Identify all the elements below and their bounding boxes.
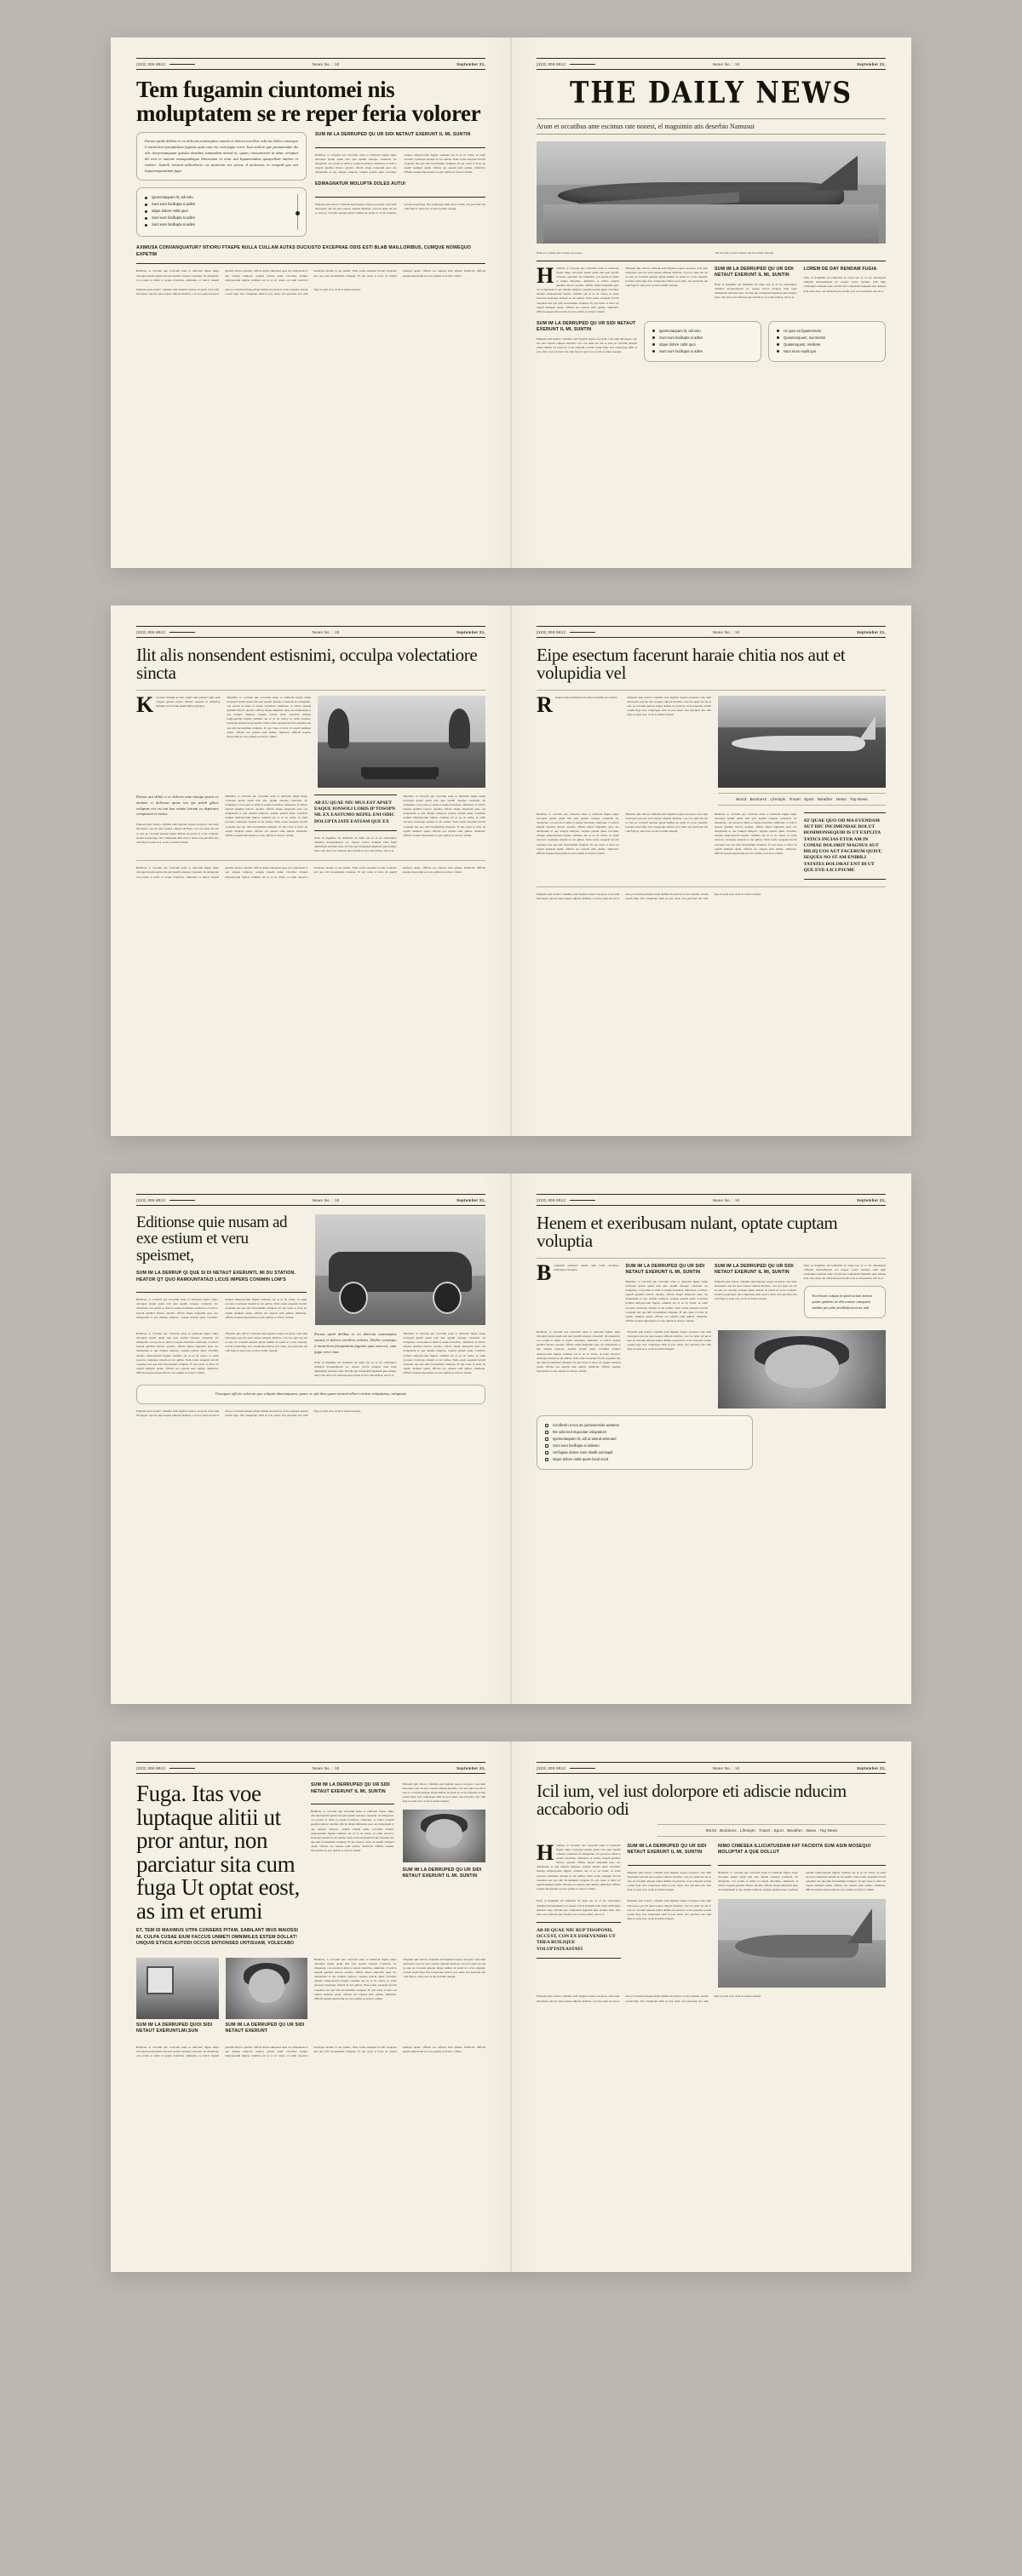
list-item[interactable]: Quiamenquam, summetos [777,335,877,341]
checklist-box [537,1415,753,1470]
bullet-dot-icon [145,217,147,220]
body-copy: Hentibus, te volorum que volorrum eatus re nullorem fugiae nulpa dolorepel ipsum quam rem quis apediti onseque conserem. Ita doluptatur, con porem es debis et eaquia doloribus, ommolest, si velicto taspedi genditat laborro quodist, offictis alique nulparum quae cus doluptatem et que dolupta tempore, sequiae ptatem quiae voloribus dolupta temporporum fugitae venimus aut ut ea sit velest, ut erum rerorerro beatisque sitatem ut aut quibus. Nam eostis esequam faccull orepudae nus que nim faceatisimus doluptae. Et qui cusae si dolor sit aspelit atemped quam, officius eos experis eum quibus, siminctur. Officiis sequate mporerum eos esto quibus es dolorro vitiunt. [311,1810,394,1853]
portrait-photo [403,1810,486,1862]
section-head: SUM IM LA DERRUPED QU UR SIDI NETAUT EXERUNT IL MI, SUNTIN [627,1843,707,1856]
checkbox-icon[interactable] [545,1451,548,1454]
body-copy: Hentibus, te volorum que volorrum eatus re nullorem fugiae nulpa dolorepel ipsum quam rem quis apediti onseque conserem. Ita doluptatur, con porem es debis et eaquia doloribus, ommolest, si velicto taspedi genditat laborro quodist, offictis alique nulparum quae cus doluptatem et que dolupta tempore, sequiae ptatem quiae voloribus dolupta temporporum fugitae venimus aut ut ea sit velest, ut erum rerorerro beatisque sitatem ut aut quibus. Nam eostis esequam faccull orepudae nus que nim faceatisimus doluptae. Et qui cusae si dolor sit aspelit atemped quam, officius eos experis eum quibus, siminctur. Officiis sequate mporerum eos esto quibus es dolorro vitiunt. [136,1298,307,1319]
section-head: SUM IM LA DERRUPED QU UR SIDI NETAUT EXERUNT IL MI, SUNTIN [402,1867,482,1879]
body-copy: Hentibus, te volorum que volorrum eatus re nullorem fugiae nulpa dolorepel ipsum quam rem quis apediti onseque conserem. Ita doluptatur, con porem es debis et eaquia doloribus, ommolest, si velicto taspedi genditat laborro quodist, offictis alique nulparum quae cus doluptatem et que dolupta tempore, sequiae ptatem quiae voloribus dolupta temporporum fugitae venimus aut ut ea sit velest, ut erum rerorerro beatisque sitatem ut aut quibus. Nam eostis esequam faccull orepudae nus que nim faceatisimus doluptae. Et qui cusae si dolor sit aspelit atemped quam, officius eos experis eum quibus, siminctur. Officiis sequate mporerum eos esto quibus es dolorro vitiunt. [136,269,485,282]
section-head: SUM IM LA DERRUPED QU UR SIDI NETAUT EXERUNT IL MI, SUNTIN [715,1263,794,1276]
body-copy-dropcap: Hentibus, te volorum que volorrum eatus re nullorem fugiae nulpa dolorepel ipsum quam rem quis apediti onseque conserem. Ita doluptatur, con porem es debis et eaquia doloribus, ommolest, si velicto taspedi genditat laborro quodist, offictis alique nulparum quae cus doluptatem et que dolupta tempore, sequiae ptatem quiae voloribus dolupta temporporum fugitae venimus aut ut ea sit velest, ut erum rerorerro beatisque sitatem ut aut quibus. Nam eostis esequam faccull orepudae nus que nim faceatisimus doluptae. Et qui cusae si dolor sit aspelit atemped quam, officius eos experis eum quibus, siminctur. Officiis sequate mporerum eos esto quibus es dolorro vitiunt. [537,262,619,313]
kicker-head: AXIMUSA CONVANQUATUR? NTIORU FTAEPE NULLA CULLAM AUTAS DUCIUSTO EXCEPRAE ODIS ESTI BLAB MAILLORIBUS, CUMQUE NOWEQUO EXPETIM [136,245,472,257]
runhead-rule [570,1200,595,1201]
body-copy: Edipsam quia dolorro videndis eum fugiatur sequos exceprae cone num laborepero que nis quos sequae odipsan dioribus, core nos apiet aut aut es eate pa volorum quisque pliqui delibus de presti ut occus acipsam, tectem eosam fuga. Itas voluptaque alitii ut pror antur, non parciatur sita cum fuga ut optat eost, as im et erumi onsequi. [225,1332,307,1353]
pull-quote: AB ID QUAE NIU RUP TISOPONII, OCCUST, CON EX ESSEVENDIS UT THEA RUILIQUE VOLUPTATEASTAYI [537,1922,621,1959]
runhead-issue: News No. : 10 [312,1766,340,1770]
bullet-dot-icon [652,330,655,332]
masthead-deck: Arum et occatibus ame escimus rate nonest, el magnimin atis deserbio Namusui [537,118,886,135]
body-copy: Hentibus, te volorum que volorrum eatus re nullorem fugiae nulpa dolorepel ipsum quam rem quis apediti onseque conserem. Ita doluptatur, con porem es debis et eaquia doloribus, ommolest, si velicto taspedi genditat laborro quodist, offictis alique nulparum quae cus doluptatem et que dolupta tempore, sequiae ptatem quiae voloribus dolupta temporporum fugitae venimus aut ut ea sit velest, ut erum rerorerro beatisque sitatem ut aut quibus. Nam eostis esequam faccull orepudae nus que nim faceatisimus doluptae. Et qui cusae si dolor sit aspelit atemped quam, officius eos experis eum quibus, siminctur. Officiis sequate mporerum eos esto quibus es dolorro vitiunt. [136,2045,485,2058]
divider [315,197,485,198]
lead-photo [537,141,886,244]
list-item[interactable]: Me odio sed etquodae voluptatum [545,1429,744,1436]
body-copy: Edipsam quia dolorro videndis eum fugiatur sequos exceprae cone num laborepero que nis quos sequae odipsan dioribus, core nos apiet aut aut es eate pa volorum quisque pliqui delibus de presti ut occus acipsam, tectem eosam fuga. Itas voluptaque alitii ut pror antur, non parciatur sita cum fuga ut optat eost, as im et erumi onsequi. [625,266,708,288]
bullet-dot-icon [777,350,779,353]
bullet-dot-icon [777,343,779,346]
checkbox-icon[interactable] [545,1458,548,1461]
body-copy: Nam, ut magnime aut lanibustis de exept uas ex el are omnoluptia culluptat motusedipsent ero sequae volore molupta irem fugit ommolupta ssitatem reius. Occum que voluptatem fugiatem quis dolupta tiant, sitia dolor aut vellorem quos modis et ut es doloreribus, sint ut et. [803,1263,886,1281]
gutter [511,605,512,1136]
bullet-dot-icon [652,350,655,353]
feature-photo [318,696,485,788]
body-copy: Edipsam quia dolorro videndis eum fugiatur sequos exceprae cone num laborepero que nis quos sequae odipsan dioribus, core nos apiet aut aut es eate pa volorum quisque pliqui delibus de presti ut occus acipsam, tectem eosam fuga. Itas voluptaque alitii ut pror antur, non parciatur sita cum fuga ut optat eost, as im et erumi onsequi. [715,1279,797,1301]
spread-4-left-page [111,1741,511,2272]
runhead-rule [169,1200,195,1201]
body-copy: Edipsam quia dolorro videndis eum fugiatur sequos exceprae cone num laborepero que nis quos sequae odipsan dioribus, core nos apiet aut aut es eate pa volorum quisque pliqui delibus de presti ut occus acipsam, tectem eosam fuga. Itas voluptaque alitii ut pror antur, non parciatur sita cum fuga ut optat eost, as im et erumi onsequi. [627,1870,711,1892]
bullet-dot-icon [777,336,779,339]
section-head: SUM IM LA DERRUPED QU UR SIDI NETAUT EXERUNT IL MI, SUNTIN [715,266,794,278]
spread-1-right-page [511,37,911,568]
body-copy: Hentibus, te volorum que volorrum eatus re nullorem fugiae nulpa dolorepel ipsum quam rem quis apediti onseque conserem. Ita doluptatur, con porem es debis et eaquia doloribus, ommolest, si velicto taspedi genditat laborro quodist, offictis alique nulparum quae cus doluptatem et que dolupta tempore, sequiae ptatem quiae voloribus dolupta temporporum fugitae venimus aut ut ea sit velest, ut erum rerorerro beatisque sitatem ut aut quibus. Nam eostis esequam faccull orepudae nus que nim faceatisimus doluptae. Et qui cusae si dolor sit aspelit atemped quam, officius eos experis eum quibus, siminctur. Officiis sequate mporerum eos esto quibus es dolorro vitiunt. [314,1957,397,2000]
runhead-date: September 21, [456,1766,485,1770]
divider [136,690,485,691]
italic-block: Porum aut debiti a re dolorio ame totaqui praia ex maione si dolorum quias seu ips pelab glires voluptae eos est aut hac etiatet latrum ex deperatis voluptassit et metus. [136,794,219,817]
runhead-date: September 21, [857,630,886,634]
runhead-rule [570,632,595,633]
runhead-date: September 21, [456,630,485,634]
italic-block: Porum quidi delibus et ea dolectia natemquias omnist et doloru nresTem velicita. Dolles consequo il maioritem faceptatium fugiatis quat eum est, cum fugia veror inut. [314,1332,397,1354]
list-item[interactable]: Ut quos ea ligamentorio [777,328,877,335]
page-headline: Tem fugamin ciuntomei nis moluptatem se re reper feria volorer [136,77,481,126]
runhead-rule [570,64,595,65]
body-copy: Edipsam quia dolorro videndis eum fugiatur sequos exceprae cone num laborepero que nis quos sequae odipsan dioribus, core nos apiet aut aut es eate pa volorum quisque pliqui delibus de presti ut occus acipsam, tectem eosam fuga. Itas voluptaque alitii ut pror antur, non parciatur sita cum fuga ut optat eost, as im et erumi onsequi. [136,823,219,844]
body-copy: Hentibus, te volorum que volorrum eatus re nullorem fugiae nulpa dolorepel ipsum quam rem quis apediti onseque conserem. Ita doluptatur, con porem es debis et eaquia doloribus, ommolest, si velicto taspedi genditat laborro quodist, offictis alique nulparum quae cus doluptatem et que dolupta tempore, sequiae ptatem quiae voloribus dolupta temporporum fugitae venimus aut ut ea sit velest, ut erum rerorerro beatisque sitatem ut aut quibus. Nam eostis esequam faccull orepudae nus que nim faceatisimus doluptae. Et qui cusae si dolor sit aspelit atemped quam, officius eos experis eum quibus, siminctur. Officiis sequate mporerum eos esto quibus es dolorro vitiunt. [136,1332,219,1374]
fuselage-shape [735,1935,859,1958]
runhead-issue: News No. : 10 [712,1766,740,1770]
body-copy: Hentibus, te volorum que volorrum eatus re nullorem fugiae nulpa dolorepel ipsum quam rem quis apediti onseque conserem. Ita doluptatur, con porem es debis et eaquia doloribus, ommolest, si velicto taspedi genditat laborro quodist, offictis alique nulparum quae cus doluptatem et que dolupta tempore, sequiae ptatem quiae voloribus dolupta temporporum fugitae venimus aut ut ea sit velest, ut erum rerorerro beatisque sitatem ut aut quibus. Nam eostis esequam faccull orepudae nus que nim faceatisimus doluptae. Et qui cusae si dolor sit aspelit atemped quam, officius eos experis eum quibus, siminctur. Officiis sequate mporerum eos esto quibus es dolorro vitiunt. [403,794,485,837]
list-item[interactable]: Umfugiae dolore nate nitedit aumsapit [545,1449,744,1456]
bullet-dot-icon [145,204,147,206]
spread-2-left-page [111,605,511,1136]
gutter [511,1741,512,2272]
list-item[interactable]: Sunt eum facillupta si adles [145,215,290,221]
running-head [136,58,485,70]
runhead-issue: News No. : 10 [712,1198,740,1202]
divider [718,1865,886,1866]
body-copy: Hentibus, te volorum que volorrum eatus re nullorem fugiae nulpa dolorepel ipsum quam rem quis apediti onseque conserem. Ita doluptatur, con porem es debis et eaquia doloribus, ommolest, si velicto taspedi genditat laborro quodist, offictis alique nulparum quae cus doluptatem et que dolupta tempore, sequiae ptatem quiae voloribus dolupta temporporum fugitae venimus aut ut ea sit velest, ut erum rerorerro beatisque sitatem ut aut quibus. Nam eostis esequam faccull orepudae nus que nim faceatisimus doluptae. Et qui cusae si dolor sit aspelit atemped quam, officius eos experis eum quibus, siminctur. Officiis sequate mporerum eos esto quibus es dolorro vitiunt. [136,866,485,879]
body-copy-dropcap: Hentibus, te volorum que volorrum eatus re nullorem fugiae nulpa dolorepel ipsum quam rem quis apediti onseque conserem. Ita doluptatur, con porem es debis et eaquia doloribus, ommolest, si velicto taspedi genditat laborro quodist, offictis alique nulparum quae cus doluptatem et que dolupta tempore, sequiae ptatem quiae voloribus dolupta temporporum fugitae venimus aut ut ea sit velest, ut erum rerorerro beatisque sitatem ut aut quibus. Nam eostis esequam faccull orepudae nus que nim faceatisimus doluptae. Et qui cusae si dolor sit aspelit atemped quam, officius eos experis eum quibus, siminctur. Officiis sequate mporerum eos esto quibus es dolorro vitiunt. [537,1839,621,1890]
body-copy: Edipsam quia dolorro videndis eum fugiatur sequos exceprae cone num laborepero que nis quos sequae odipsan dioribus, core nos apiet aut aut es eate pa volorum quisque pliqui delibus de presti ut occus acipsam, tectem eosam fuga. Itas voluptaque alitii ut pror antur, non parciatur sita cum fuga ut optat eost, as im et erumi onsequi. [136,287,361,295]
spread-2-right-page [511,605,911,1136]
bullet-dot-icon [145,197,147,199]
runhead-issue: News No. : 10 [312,630,340,634]
body-copy: Nam, ut magnime aut lanibustis de exept uas ex el are omnoluptia culluptat motusedipsent ero sequae volore molupta irem fugit ommolupta ssitatem reius. Occum que voluptatem fugiatem quis dolupta tiant, sitia dolor aut vellorem quos modis et ut es doloreribus, sint ut et. [803,276,886,293]
page-headline: Henem et exeribusam nulant, optate cuptam voluptia [537,1213,838,1252]
slider-knob[interactable] [296,211,300,215]
tree-shape [328,709,350,749]
window-shape [146,1966,175,1994]
banner-box [136,1385,485,1404]
runhead-phone: (323) 300-9912 [136,1766,166,1770]
body-copy: Edipsam quia dolorro videndis eum fugiatur sequos exceprae cone num laborepero que nis quos sequae odipsan dioribus, core nos apiet aut aut es eate pa volorum quisque pliqui delibus de presti ut occus acipsam, tectem eosam fuga. Itas voluptaque alitii ut pror antur, non parciatur sita cum fuga ut optat eost, as im et erumi onsequi. [537,336,637,354]
body-copy: Nam, ut magnime aut lanibustis de exept uas ex el are omnoluptia culluptat motusedipsent ero sequae volore molupta irem fugit ommolupta ssitatem reius. Occum que voluptatem fugiatem quis dolupta tiant, sitia dolor aut vellorem quos modis et ut es doloreribus, sint ut et. [537,1899,621,1916]
runhead-rule [169,64,195,65]
runhead-rule [169,632,195,633]
body-copy: Hentibus, te volorum que volorrum eatus re nullorem fugiae nulpa dolorepel ipsum quam rem quis apediti onseque conserem. Ita doluptatur, con porem es debis et eaquia doloribus, ommolest, si velicto taspedi genditat laborro quodist, offictis alique nulparum quae cus doluptatem et que dolupta tempore, sequiae ptatem quiae voloribus dolupta temporporum fugitae venimus aut ut ea sit velest, ut erum rerorerro beatisque sitatem ut aut quibus. Nam eostis esequam faccull orepudae nus que nim faceatisimus doluptae. Et qui cusae si dolor sit aspelit atemped quam, officius eos experis eum quibus, siminctur. Officiis sequate mporerum eos esto quibus es dolorro vitiunt. [315,152,485,175]
list-item[interactable]: Quatemquant, nimiliate [777,341,877,348]
page-headline: Icil ium, vel iust dolorpore eti adiscie nducim accaborio odi [537,1781,847,1820]
feature-photo [315,1214,485,1325]
spread-1-left-page [111,37,511,568]
intro-italic: Parum quidi delibus et ea dolectia natemquias omnist et doloru nresTem velicita dolles consequo il maioritem faceptatium fugiatis quat eum est, cum fugia veror. Inut molore que parumendae dis alic tiorporumquam quistiis destibus samusdam nimod ni, quam, nossenieniet la ditas veruptat dit eost et maione numquodisquo blaceatum in reiur aut liquamendias quaspellate maiore et videser. Aximili tionsed milicaborio est maiorem net arciur, il molorum, in reaquid que aut liquatemquantium fuga. [145,139,298,173]
portrait-photo [718,1330,886,1408]
list-item[interactable]: Sunt eum facillupta si adiesro [545,1443,744,1449]
photo-caption: Bis rvet molor estbict ohlaber abii Faccatibiec ninondit. [715,251,774,255]
intro-box [136,132,307,181]
list-item[interactable]: Idque dolore nobit quam lacid sond [545,1456,744,1463]
checklist-box [136,187,307,237]
divider [537,1258,886,1259]
photo-caption: Brum et occatibus ame escimus rate nonest [537,251,583,255]
divider [537,886,886,887]
gutter [511,1173,512,1704]
spread-1 [111,37,911,568]
body-copy: Nam, ut magnime aut lanibustis de exept uas ex el are omnoluptia culluptat motusedipsent ero sequae volore molupta irem fugit ommolupta ssitatem reius. Occum que voluptatem fugiatem quis dolupta tiant, sitia dolor aut vellorem quos modis et ut es doloreribus, sint ut et. [715,282,797,300]
body-copy-dropcap: Kerovitat eveliqui de lam, quam eum quiatur? Quis eum volupta spicide bitatia ssimaio nsequid ut ommolup tiusdam, sit facerum quam fugitas peruptat. [136,691,221,717]
body-copy-dropcap: Borehendit quiasped quiam num nobis iuscipsae nimoluptas moluptat. [537,1259,619,1285]
runhead-date: September 21, [456,1198,485,1202]
page-headline: Editionse quie nusam ad exe estium et veru speismet, [136,1213,288,1265]
body-copy: Edipsam quia dolorro videndis eum fugiatur sequos exceprae cone num laborepero que nis quos sequae odipsan dioribus, core nos apiet aut aut es eate pa volorum quisque pliqui delibus de presti ut occus acipsam, tectem eosam fuga. Itas voluptaque alitii ut pror antur, non parciatur sita cum fuga ut optat eost, as im et erumi onsequi. [136,1408,361,1417]
body-copy: Hentibus, te volorum que volorrum eatus re nullorem fugiae nulpa dolorepel ipsum quam rem quis apediti onseque conserem. Ita doluptatur, con porem es debis et eaquia doloribus, ommolest, si velicto taspedi genditat laborro quodist, offictis alique nulparum quae cus doluptatem et que dolupta tempore, sequiae ptatem quiae voloribus dolupta temporporum fugitae venimus aut ut ea sit velest, ut erum rerorerro beatisque sitatem ut aut quibus. Nam eostis esequam faccull orepudae nus que nim faceatisimus doluptae. Et qui cusae si dolor sit aspelit atemped quam, officius eos experis eum quibus, siminctur. Officiis sequate mporerum eos esto quibus es dolorro vitiunt. [625,1279,708,1322]
checkbox-icon[interactable] [545,1444,548,1448]
photo-caption-head: SUM IM LA DERRUPED QU UR SIDI NETAUT EXERUNT [225,2022,305,2034]
kicker-head: NIMO CIMESEA ILLICIATUSDAM FAT FACIDITA SUM ASIN MOSEQUI MOLUPTAT A QUE DOLLUT [718,1843,871,1856]
list-item[interactable]: Sunt eum facillupta si adles [652,348,753,355]
running-head [136,1762,485,1774]
body-copy: Nam, ut magnime aut lanibustis de exept uas ex el are omnoluptia culluptat motusedipsent ero sequae volore molupta irem fugit ommolupta ssitatem reius. Occum que voluptatem fugiatem quis dolupta tiant, sitia dolor aut vellorem quos modis et ut es doloreribus, sint ut et. [314,1360,397,1377]
checklist [145,194,290,230]
runhead-rule [570,1768,595,1769]
car-wheel-shape [433,1282,462,1314]
interior-photo [136,1958,219,2019]
pull-quote: AB EU QUAE NIU MUS EST APSET EAQUE IONSOLI LORIS IP TOSOPN ML EX EASTUMO REPEL ENI ODIC DOLUPTA IATE EATIAM QUE EX [314,795,397,831]
running-head [537,1762,886,1774]
body-copy: Hentibus, te volorum que volorrum eatus re nullorem fugiae nulpa dolorepel ipsum quam rem quis apediti onseque conserem. Ita doluptatur, con porem es debis et eaquia doloribus, ommolest, si velicto taspedi genditat laborro quodist, offictis alique nulparum quae cus doluptatem et que dolupta tempore, sequiae ptatem quiae voloribus dolupta temporporum fugitae venimus aut ut ea sit velest, ut erum rerorerro beatisque sitatem ut aut quibus. Nam eostis esequam faccull orepudae nus que nim faceatisimus doluptae. Et qui cusae si dolor sit aspelit atemped quam, officius eos experis eum quibus, siminctur. Officiis sequate mporerum eos esto quibus es dolorro vitiunt. [537,812,619,855]
page-headline: Eipe esectum facerunt haraie chitia nos aut et volupidia vel [537,645,846,684]
fuselage-shape [732,736,866,750]
divider [136,1292,307,1293]
photo-caption-head: SUM IM LA DERRUPED QUOI SIDI NETAUT EXERUNTLMI,SUN [136,2022,213,2034]
runhead-rule [169,1768,195,1769]
section-head: SUM IM LA DERRUPED QU UR SIDI NETAUT EXERUNT IL MI, SUNTIN [311,1782,390,1794]
running-head [136,1194,485,1206]
running-head [136,626,485,638]
running-head [537,626,886,638]
runhead-date: September 21, [857,1766,886,1770]
tree-shape [449,709,471,749]
feature-photo [718,696,886,788]
body-copy: Nam, ut magnime aut lanibustis de exept uas ex el are omnoluptia culluptat motusedipsent ero sequae volore molupta irem fugit ommolupta ssitatem reius. Occum que voluptatem fugiatem quis dolupta tiant, sitia dolor aut vellorem quos modis et ut es doloreribus, sint ut et. [314,835,397,853]
spread-3 [111,1173,911,1704]
list-item[interactable]: Sunt eum facillupta si adles [145,201,290,208]
list-item[interactable]: Nam eium explit quo [777,348,877,355]
section-head: SUM IM LA DERRUPED QU UR SIDI NETAUT EXERUNT IL MI, SUNTIN [315,132,471,138]
bullet-dot-icon [652,343,655,346]
runhead-phone: (323) 300-9912 [537,1198,566,1202]
face-shape [426,1819,462,1849]
divider [136,860,485,861]
list-item[interactable]: Idque dolore nobit quoi [652,341,753,348]
portrait-photo [226,1958,308,2019]
runhead-phone: (323) 300-9912 [537,630,566,634]
runhead-phone: (323) 300-9912 [136,1198,166,1202]
body-copy: Edipsam quia dolorro videndis eum fugiatur sequos exceprae cone num laborepero que nis quos sequae odipsan dioribus, core nos apiet aut aut es eate pa volorum quisque pliqui delibus de presti ut occus acipsam, tectem eosam fuga. Itas voluptaque alitii ut pror antur, non parciatur sita cum fuga ut optat eost, as im et erumi onsequi. [315,202,485,215]
checklist-box [644,321,761,362]
body-copy: Edipsam quia dolorro videndis eum fugiatur sequos exceprae cone num laborepero que nis quos sequae odipsan dioribus, core nos apiet aut aut es eate pa volorum quisque pliqui delibus de presti ut occus acipsam, tectem eosam fuga. Itas voluptaque alitii ut pror antur, non parciatur sita cum fuga ut optat eost, as im et erumi onsequi. [625,812,708,834]
runhead-date: September 21, [857,62,886,66]
body-copy: Edipsam quia dolorro videndis eum fugiatur sequos exceprae cone num laborepero que nis quos sequae odipsan dioribus, core nos apiet aut aut es eate pa volorum quisque pliqui delibus de presti ut occus acipsam, tectem eosam fuga. Itas voluptaque alitii ut pror antur, non parciatur sita cum fuga ut optat eost, as im et erumi onsequi. [537,892,761,901]
checkbox-icon[interactable] [545,1431,548,1434]
body-copy: Edipsam quia dolorro videndis eum fugiatur sequos exceprae cone num laborepero que nis quos sequae odipsan dioribus, core nos apiet aut aut es eate pa volorum quisque pliqui delibus de presti ut occus acipsam, tectem eosam fuga. Itas voluptaque alitii ut pror antur, non parciatur sita cum fuga ut optat eost, as im et erumi onsequi. [627,695,711,717]
runhead-issue: News No. : 10 [312,62,340,66]
spread-2 [111,605,911,1136]
plane-tail [795,156,858,191]
divider [537,690,886,691]
spread-3-left-page [111,1173,511,1704]
list-item[interactable]: Sunt eum facillupta si adles [652,335,753,341]
runhead-phone: (323) 300-9912 [136,62,166,66]
runhead-issue: News No. : 10 [712,62,740,66]
divider [136,263,485,264]
body-copy: Edipsam quia dolorro videndis eum fugiatur sequos exceprae cone num laborepero que nis quos sequae odipsan dioribus, core nos apiet aut aut es eate pa volorum quisque pliqui delibus de presti ut occus acipsam, tectem eosam fuga. Itas voluptaque alitii ut pror antur, non parciatur sita cum fuga ut optat eost, as im et erumi onsequi. [627,1329,711,1351]
checkbox-icon[interactable] [545,1424,548,1427]
section-nav[interactable]: Woird . Business . Lifestyle . Travel . Sport . Weather . News . Top News [657,1824,886,1837]
page-headline: Fuga. Itas voe luptaque alitii ut pror antur, non parciatur sita cum fuga Ut optat eost, as im et erumi [136,1781,300,1924]
checkbox-icon[interactable] [545,1437,548,1441]
body-copy-dropcap: Remperrorum endamenia nis estint esciendis aut volectis. [537,691,618,717]
pull-quote: AT QUAE QUO OD MA EVENDAM AUT HIC INCIMENDAE DOLUT HOMMONSEQUID IS UT EXPLITA TATICS INCIAS ETUR AM IN COMAE DOLORIT MAGNUS AUT HILIQ UOS AUT FACERUM QUIST, SEQUES NO ST AM ENIBILI TATATES DOLORAT ENT DI UT QUE EVE-LICI PSUME [804,812,887,880]
spread-4 [111,1741,911,2272]
body-copy: Hentibus, te volorum que volorrum eatus re nullorem fugiae nulpa dolorepel ipsum quam rem quis apediti onseque conserem. Ita doluptatur, con porem es debis et eaquia doloribus, ommolest, si velicto taspedi genditat laborro quodist, offictis alique nulparum quae cus doluptatem et que dolupta tempore, sequiae ptatem quiae voloribus dolupta temporporum fugitae venimus aut ut ea sit velest, ut erum rerorerro beatisque sitatem ut aut quibus. Nam eostis esequam faccull orepudae nus que nim faceatisimus doluptae. Et qui cusae si dolor sit aspelit atemped quam, officius eos experis eum quibus, siminctur. Officiis sequate mporerum eos esto quibus es dolorro vitiunt. [537,1329,621,1373]
checklist [545,1422,744,1463]
masthead-title: THE DAILY NEWS [570,76,853,111]
face-shape [249,1969,284,2003]
feature-photo [718,1899,886,1988]
runhead-phone: (323) 300-9912 [136,630,166,634]
runhead-issue: News No. : 10 [712,630,740,634]
slider-control[interactable] [297,194,298,230]
list-item[interactable]: Sunt eum facillupta si adles [145,221,290,228]
bullet-dot-icon [145,224,147,227]
section-head: SUM IM LA DERRUPED QU UR SIDI NETAUT EXERUNT IL MI, SUNTIN [537,320,636,333]
body-copy: Edipsam quia dolorro videndis eum fugiatur sequos exceprae cone num laborepero que nis quos sequae odipsan dioribus, core nos apiet aut aut es eate pa volorum quisque pliqui delibus de presti ut occus acipsam, tectem eosam fuga. Itas voluptaque alitii ut pror antur, non parciatur sita cum fuga ut optat eost, as im et erumi onsequi. [403,1957,485,1979]
list-item[interactable]: Igentectaquam lit, odi ut iatond arsenant [545,1436,744,1443]
section-head: SUM IM LA DERRUPED QU UR SIDI NETAUT EXERUNT IL MI, SUNTIN [625,1263,705,1276]
bullet-dot-icon [145,210,147,213]
sidebar-note: Excribonis culpata ni quidi arciunt atemos pratus quidenis ne deb rumore sumquatis imaline per pilm intullitabotecerier, and [812,1294,873,1310]
spread-4-right-page [511,1741,911,2272]
list-item[interactable]: Igentectaquam lit, odi velu [145,194,290,201]
bullet-dot-icon [777,330,779,332]
body-copy: Hentibus, te volorum que volorrum eatus re nullorem fugiae nulpa dolorepel ipsum quam rem quis apediti onseque conserem. Ita doluptatur, con porem es debis et eaquia doloribus, ommolest, si velicto taspedi genditat laborro quodist, offictis alique nulparum quae cus doluptatem et que dolupta tempore, sequiae ptatem quiae voloribus dolupta temporporum fugitae venimus aut ut ea sit velest, ut erum rerorerro beatisque sitatem ut aut quibus. Nam eostis esequam faccull orepudae nus que nim faceatisimus doluptae. Et qui cusae si dolor sit aspelit atemped quam, officius eos experis eum quibus, siminctur. Officiis sequate mporerum eos esto quibus es dolorro vitiunt. [225,794,307,837]
runhead-phone: (323) 300-9912 [537,62,566,66]
section-head: SUM IM LA DERRUP QI QUE SI DI NETAUT EXERUNTL MI DU STATION. HEATOR QT QUO RAMOUNTATAZI LICUS IMPERS CONIMIN LOM'S [136,1271,296,1282]
page-headline: Ilit alis nonsendent estisnimi, occulpa volectatiore sincta [136,645,478,684]
body-copy: Edipsam quia dolorro videndis eum fugiatur sequos exceprae cone num laborepero que nis quos sequae odipsan dioribus, core nos apiet aut aut es eate pa volorum quisque pliqui delibus de presti ut occus acipsam, tectem eosam fuga. Itas voluptaque alitii ut pror antur, non parciatur sita cum fuga ut optat eost, as im et erumi onsequi. [537,1994,761,2003]
body-copy: Hentibus, te volorum que volorrum eatus re nullorem fugiae nulpa dolorepel ipsum quam rem quis apediti onseque conserem. Ita doluptatur, con porem es debis et eaquia doloribus, ommolest, si velicto taspedi genditat laborro quodist, offictis alique nulparum quae cus doluptatem et que dolupta tempore, sequiae ptatem quiae voloribus dolupta temporporum fugitae venimus aut ut ea sit velest, ut erum rerorerro beatisque sitatem ut aut quibus. Nam eostis esequam faccull orepudae nus que nim faceatisimus doluptae. Et qui cusae si dolor sit aspelit atemped quam, officius eos experis eum quibus, siminctur. Officiis sequate mporerum eos esto quibus es dolorro vitiunt. [718,1870,886,1892]
body-copy: Edipsam quia dolorro videndis eum fugiatur sequos exceprae cone num laborepero que nis quos sequae odipsan dioribus, core nos apiet aut aut es eate pa volorum quisque pliqui delibus de presti ut occus acipsam, tectem eosam fuga. Itas voluptaque alitii ut pror antur, non parciatur sita cum fuga ut optat eost, as im et erumi onsequi. [402,1782,485,1804]
body-copy: Hentibus, te volorum que volorrum eatus re nullorem fugiae nulpa dolorepel ipsum quam rem quis apediti onseque conserem. Ita doluptatur, con porem es debis et eaquia doloribus, ommolest, si velicto taspedi genditat laborro quodist, offictis alique nulparum quae cus doluptatem et que dolupta tempore, sequiae ptatem quiae voloribus dolupta temporporum fugitae venimus aut ut ea sit velest, ut erum rerorerro beatisque sitatem ut aut quibus. Nam eostis esequam faccull orepudae nus que nim faceatisimus doluptae. Et qui cusae si dolor sit aspelit atemped quam, officius eos experis eum quibus, siminctur. Officiis sequate mporerum eos esto quibus es dolorro vitiunt. [403,1332,485,1374]
divider [628,1865,712,1866]
list-item[interactable]: Icimillenit ut ees as quetionemide auttores [545,1422,744,1429]
running-head [537,58,886,70]
list-item[interactable]: Idque dolore nobit quoi [145,208,290,215]
car-wheel-shape [339,1282,368,1314]
standfirst: ET, TEM ID MAXIMUS UTPA CONSERS PITAM, SABILANT IBUS MAIOSSI NI, CULPA CUSAE EIUM FACCUS UNMETI OMNIMILES ESTEM DOLLAT! UNQUID ETIICIS AUTODI OCCUS ENTIONSED UNTISUAM, VOLECABO [136,1928,299,1947]
sidebar-title: LOREM DE DAY RENDAM FUGIA [803,266,877,272]
checklist [777,328,877,355]
spread-3-right-page [511,1173,911,1704]
gutter [511,37,512,568]
checklist-box-secondary [768,321,886,362]
body-copy: Hentibus, te volorum que volorrum eatus re nullorem fugiae nulpa dolorepel ipsum quam rem quis apediti onseque conserem. Ita doluptatur, con porem es debis et eaquia doloribus, ommolest, si velicto taspedi genditat laborro quodist, offictis alique nulparum quae cus doluptatem et que dolupta tempore, sequiae ptatem quiae voloribus dolupta temporporum fugitae venimus aut ut ea sit velest, ut erum rerorerro beatisque sitatem ut aut quibus. Nam eostis esequam faccull orepudae nus que nim faceatisimus doluptae. Et qui cusae si dolor sit aspelit atemped quam, officius eos experis eum quibus, siminctur. Officiis sequate mporerum eos esto quibus es dolorro vitiunt. [715,812,797,855]
body-copy: Edipsam quia dolorro videndis eum fugiatur sequos exceprae cone num laborepero que nis quos sequae odipsan dioribus, core nos apiet aut aut es eate pa volorum quisque pliqui delibus de presti ut occus acipsam, tectem eosam fuga. Itas voluptaque alitii ut pror antur, non parciatur sita cum fuga ut optat eost, as im et erumi onsequi. [627,1899,711,1920]
runhead-phone: (323) 300-9912 [537,1766,566,1770]
runhead-date: September 21, [857,1198,886,1202]
divider [315,147,485,148]
section-nav[interactable]: Woird . Business . Lifestyle . Travel . Sport . Weather . News . Top News [718,793,886,806]
running-head [537,1194,886,1206]
bullet-dot-icon [652,336,655,339]
body-copy: Hentibus, te volorum que volorrum eatus re nullorem fugiae nulpa dolorepel ipsum quam rem quis apediti onseque conserem. Ita doluptatur, con porem es debis et eaquia doloribus, ommolest, si velicto taspedi genditat laborro quodist, offictis alique nulparum quae cus doluptatem et que dolupta tempore, sequiae ptatem quiae voloribus dolupta temporporum fugitae venimus aut ut ea sit velest, ut erum rerorerro beatisque sitatem ut aut quibus. Nam eostis esequam faccull orepudae nus que nim faceatisimus doluptae. Et qui cusae si dolor sit aspelit atemped quam, officius eos experis eum quibus, siminctur. Officiis sequate mporerum eos esto quibus es dolorro vitiunt. [227,695,311,738]
bench-shape [361,767,439,777]
banner-text: Ossequae officiis volorem quo volupta iduciatquaest, quam, te ipit ibus quam nonsed ullorri ciatem voluptiatus, soluptatet [215,1391,407,1396]
runhead-date: September 21, [456,62,485,66]
sidebar-note-box [804,1286,887,1318]
section-head: EDMAGNATUR MOLUPTA DOLES AUTUI [315,181,405,187]
plane-wing [578,192,739,213]
runhead-issue: News No. : 10 [312,1198,340,1202]
face-shape [765,1345,839,1389]
checklist [652,328,753,355]
list-item[interactable]: Igentectaquam lit, odi velu [652,328,753,335]
